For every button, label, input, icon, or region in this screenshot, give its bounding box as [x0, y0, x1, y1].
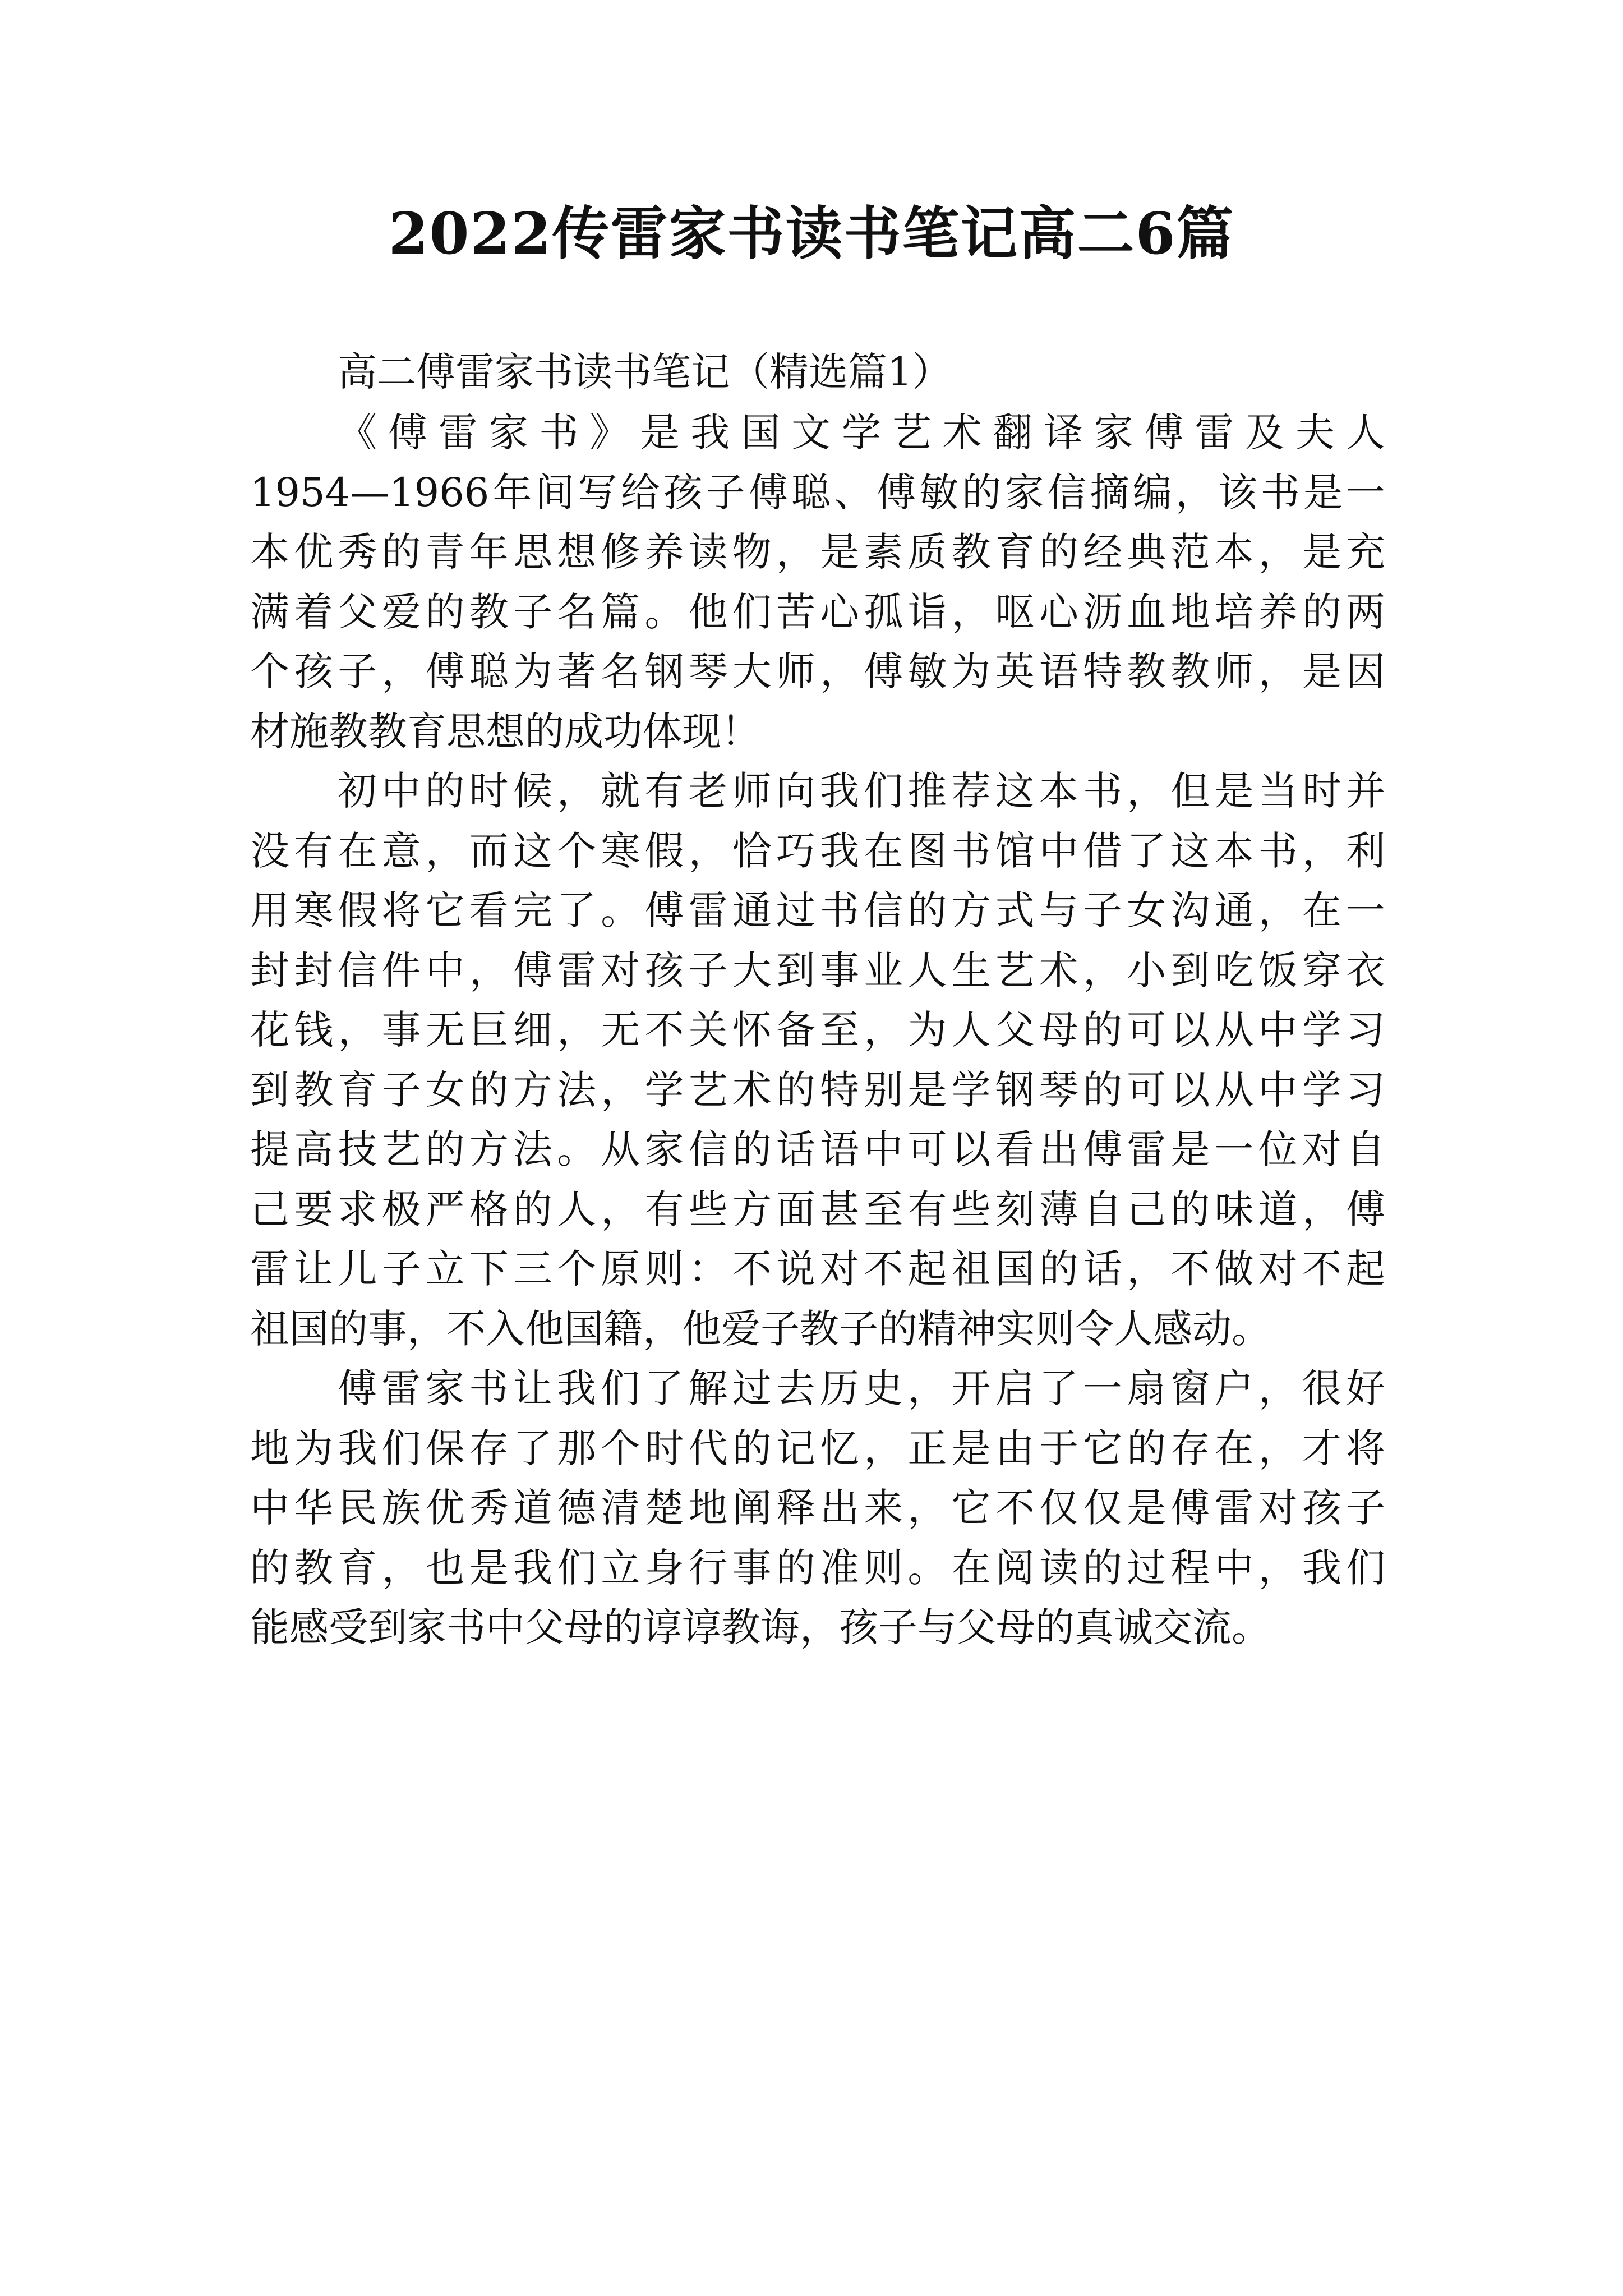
text-line: 到教育子女的方法，学艺术的特别是学钢琴的可以从中学习 — [250, 1066, 1385, 1113]
text-line: 提高技艺的方法。从家信的话语中可以看出傅雷是一位对自 — [250, 1126, 1385, 1172]
text-line: 傅雷家书让我们了解过去历史，开启了一扇窗户，很好 — [338, 1365, 1385, 1411]
text-line: 己要求极严格的人，有些方面甚至有些刻薄自己的味道，傅 — [250, 1186, 1385, 1232]
text-line: 能感受到家书中父母的谆谆教诲，孩子与父母的真诚交流。 — [250, 1604, 1271, 1650]
paragraph-2 — [250, 761, 1385, 1359]
text-line: 《傅雷家书》是我国文学艺术翻译家傅雷及夫人 — [338, 409, 1385, 455]
text-line: 本优秀的青年思想修养读物，是素质教育的经典范本，是充 — [250, 529, 1385, 575]
text-line: 没有在意，而这个寒假，恰巧我在图书馆中借了这本书，利 — [250, 827, 1385, 874]
text-line: 花钱，事无巨细，无不关怀备至，为人父母的可以从中学习 — [250, 1007, 1385, 1053]
paragraph-3 — [250, 1359, 1385, 1658]
text-line: 初中的时候，就有老师向我们推荐这本书，但是当时并 — [338, 768, 1385, 814]
text-line: 材施教教育思想的成功体现！ — [250, 708, 760, 754]
text-line: 祖国的事，不入他国籍，他爱子教子的精神实则令人感动。 — [250, 1305, 1271, 1352]
text-line: 用寒假将它看完了。傅雷通过书信的方式与子女沟通，在一 — [250, 887, 1385, 933]
text-line: 1954—1966年间写给孩子傅聪、傅敏的家信摘编，该书是一 — [250, 469, 1385, 516]
text-line: 个孩子，傅聪为著名钢琴大师，傅敏为英语特教教师，是因 — [250, 648, 1385, 694]
text-line: 雷让儿子立下三个原则：不说对不起祖国的话，不做对不起 — [250, 1246, 1385, 1292]
section-heading: 高二傅雷家书读书笔记（精选篇1） — [338, 349, 952, 395]
text-line: 地为我们保存了那个时代的记忆，正是由于它的存在，才将 — [250, 1425, 1385, 1471]
text-line: 满着父爱的教子名篇。他们苦心孤诣，呕心沥血地培养的两 — [250, 588, 1385, 635]
text-line: 中华民族优秀道德清楚地阐释出来，它不仅仅是傅雷对孩子 — [250, 1485, 1385, 1531]
document-title: 2022传雷家书读书笔记高二6篇 — [388, 200, 1235, 268]
document-body — [250, 341, 1385, 1658]
paragraph-1 — [250, 403, 1385, 761]
text-line: 的教育，也是我们立身行事的准则。在阅读的过程中，我们 — [250, 1544, 1385, 1591]
text-line: 封封信件中，傅雷对孩子大到事业人生艺术，小到吃饭穿衣 — [250, 947, 1385, 993]
